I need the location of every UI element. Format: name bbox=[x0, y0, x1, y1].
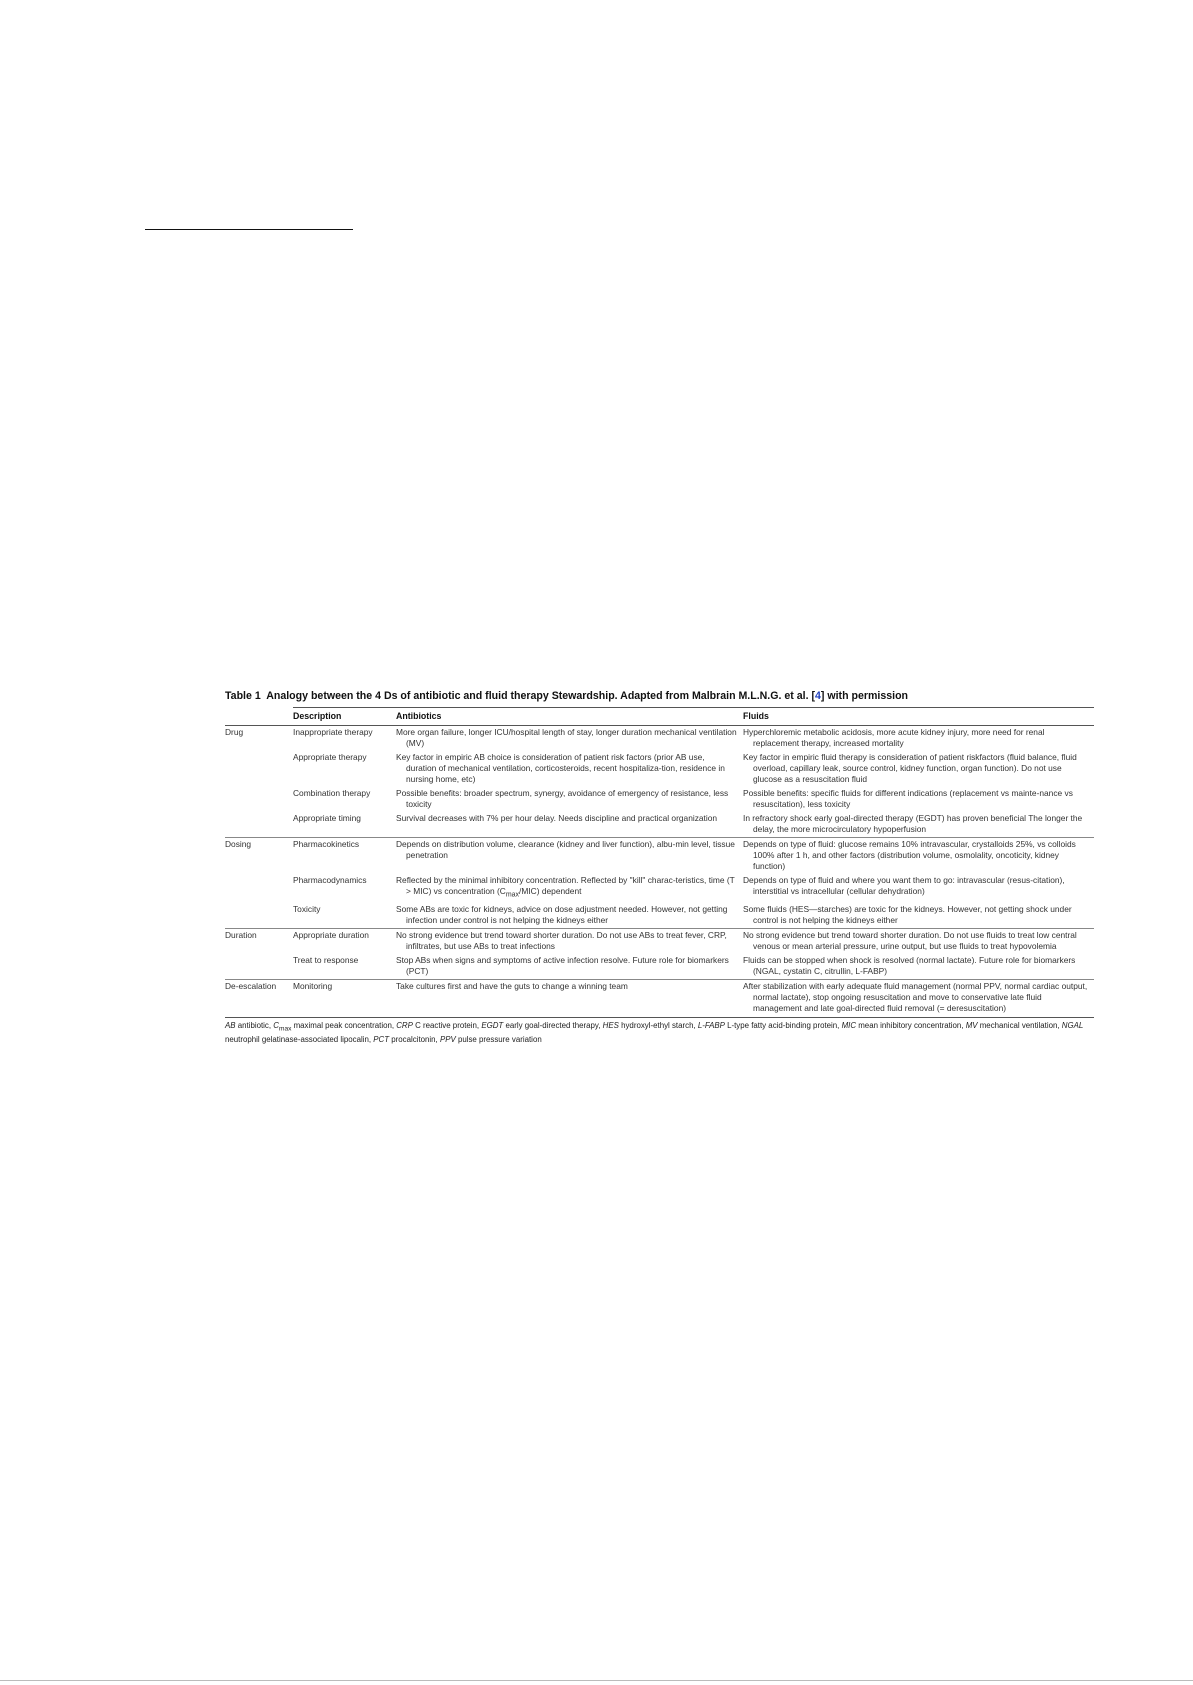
row-fluids bbox=[743, 979, 1094, 1017]
stewardship-table bbox=[225, 707, 1094, 1018]
footnote-definition: early goal-directed therapy, bbox=[503, 1020, 603, 1030]
fluids-text: Possible benefits: specific fluids for different indications (replacement vs mainte-nance vs resuscitation), less toxicity bbox=[743, 788, 1073, 809]
row-fluids bbox=[743, 874, 1094, 903]
row-fluids bbox=[743, 726, 1094, 752]
row-antibiotics bbox=[396, 838, 743, 875]
fluids-text: Some fluids (HES—starches) are toxic for the kidneys. However, not getting shock under control is not helping the kidneys either bbox=[743, 903, 1072, 925]
table-row bbox=[225, 874, 1094, 903]
table-row bbox=[225, 838, 1094, 875]
header-rule bbox=[145, 229, 353, 230]
row-category bbox=[225, 812, 293, 838]
antibiotics-text: Key factor in empiric AB choice is consideration of patient risk factors (prior AB use, duration of mechanical ventilation, corticosteroids, recent hospitaliza-tion, residence in nursing home, etc) bbox=[396, 752, 725, 784]
citation-link[interactable]: 4 bbox=[815, 690, 821, 702]
row-description: Appropriate timing bbox=[293, 813, 361, 823]
fluids-text: Hyperchloremic metabolic acidosis, more acute kidney injury, more need for renal replacement therapy, increased mortality bbox=[743, 727, 1045, 748]
table-body bbox=[225, 726, 1094, 1018]
footnote-definition: hydroxyl-ethyl starch, bbox=[618, 1020, 698, 1030]
footnote-definition: antibiotic, bbox=[235, 1020, 274, 1030]
row-description: Treat to response bbox=[293, 954, 359, 965]
fluids-text: Key factor in empiric fluid therapy is consideration of patient riskfactors (fluid balance, fluid overload, capillary leak, source control, kidney function, organ function). Do not use glucose as a resuscitation fluid bbox=[743, 752, 1077, 784]
row-category: Dosing bbox=[225, 838, 293, 875]
header-category bbox=[225, 708, 293, 726]
footnote-abbr: MV bbox=[965, 1020, 978, 1030]
row-description: Appropriate therapy bbox=[293, 752, 367, 762]
row-category bbox=[225, 787, 293, 812]
footnote-definition: mechanical ventilation, bbox=[977, 1020, 1062, 1030]
row-fluids bbox=[743, 812, 1094, 838]
row-description: Toxicity bbox=[293, 903, 321, 914]
header-antibiotics: Antibiotics bbox=[396, 708, 743, 726]
row-category bbox=[225, 874, 293, 903]
table-header-row bbox=[225, 708, 1094, 726]
row-antibiotics bbox=[396, 812, 743, 838]
table-footnote bbox=[225, 1021, 1094, 1046]
row-description: Combination therapy bbox=[293, 788, 371, 798]
antibiotics-text: More organ failure, longer ICU/hospital length of stay, longer duration mechanical ventilation (MV) bbox=[396, 727, 737, 748]
footnote-definition: C reactive protein, bbox=[412, 1020, 482, 1030]
row-antibiotics bbox=[396, 874, 743, 903]
table-row bbox=[225, 726, 1094, 752]
row-category: Duration bbox=[225, 928, 293, 954]
footnote-abbr: AB bbox=[225, 1020, 236, 1030]
antibiotics-text: Depends on distribution volume, clearance (kidney and liver function), albu-min level, tissue penetration bbox=[396, 839, 735, 860]
row-category bbox=[225, 954, 293, 980]
footnote-abbr: L-FABP bbox=[697, 1020, 725, 1030]
header-description: Description bbox=[293, 708, 396, 726]
row-fluids bbox=[743, 954, 1094, 980]
footnote-abbr-sub: max bbox=[278, 1025, 292, 1033]
caption-text-end: ] with permission bbox=[820, 690, 909, 702]
footnote-definition: procalcitonin, bbox=[389, 1034, 440, 1044]
row-antibiotics bbox=[396, 903, 743, 929]
caption-label: Table 1 bbox=[225, 690, 261, 702]
table-row bbox=[225, 928, 1094, 954]
row-category: De-escalation bbox=[225, 979, 293, 1017]
row-antibiotics bbox=[396, 787, 743, 812]
row-fluids bbox=[743, 751, 1094, 787]
row-description: Pharmacokinetics bbox=[293, 838, 396, 875]
antibiotics-text: No strong evidence but trend toward shorter duration. Do not use ABs to treat fever, CRP, infiltrates, but use ABs to treat infections bbox=[396, 929, 727, 951]
page-bottom-rule bbox=[0, 1680, 1193, 1681]
footnote-abbr: CRP bbox=[396, 1020, 413, 1030]
fluids-text: Depends on type of fluid: glucose remains 10% intravascular, crystalloids 25%, vs colloids 100% after 1 h, and other factors (distribution volume, osmolality, oncoticity, kidney function) bbox=[743, 839, 1076, 871]
row-antibiotics bbox=[396, 726, 743, 752]
antibiotics-text-end: /MIC) dependent bbox=[519, 886, 582, 896]
footnote-definition: L-type fatty acid-binding protein, bbox=[724, 1020, 842, 1030]
fluids-text: After stabilization with early adequate fluid management (normal PPV, normal cardiac output, normal lactate), stop ongoing resuscitation and move to conservative late fluid management and late goal-directed fluid removal (= deresuscitation) bbox=[743, 980, 1088, 1013]
row-category bbox=[225, 751, 293, 787]
row-fluids bbox=[743, 838, 1094, 875]
row-category bbox=[225, 903, 293, 929]
table-row bbox=[225, 751, 1094, 787]
fluids-text: No strong evidence but trend toward shorter duration. Do not use fluids to treat low central venous or mean arterial pressure, urine output, but use fluids to treat hypovolemia bbox=[743, 929, 1077, 951]
footnote-abbr: C bbox=[273, 1020, 279, 1030]
antibiotics-text: Some ABs are toxic for kidneys, advice on dose adjustment needed. However, not getting infection under control is not helping the kidneys either bbox=[396, 903, 728, 925]
row-fluids bbox=[743, 903, 1094, 929]
antibiotics-text: Possible benefits: broader spectrum, synergy, avoidance of emergency of resistance, less toxicity bbox=[396, 788, 729, 809]
row-antibiotics bbox=[396, 751, 743, 787]
table-row bbox=[225, 787, 1094, 812]
fluids-text: Depends on type of fluid and where you want them to go: intravascular (resus-citation), interstitial vs intracellular (cellular dehydration) bbox=[743, 875, 1065, 896]
footnote-definition: neutrophil gelatinase-associated lipocalin, bbox=[225, 1034, 374, 1044]
footnote-abbr: EGDT bbox=[481, 1020, 504, 1030]
caption-text: Analogy between the 4 Ds of antibiotic and fluid therapy Stewardship. Adapted from Malbrain M.L.N.G. et al. [ bbox=[266, 690, 815, 702]
fluids-text: Fluids can be stopped when shock is resolved (normal lactate). Future role for biomarkers (NGAL, cystatin C, citrullin, L-FABP) bbox=[743, 954, 1076, 976]
row-antibiotics bbox=[396, 954, 743, 980]
table-row bbox=[225, 954, 1094, 980]
footnote-abbr: PCT bbox=[373, 1034, 390, 1044]
antibiotics-text: Survival decreases with 7% per hour delay. Needs discipline and practical organization bbox=[396, 813, 718, 823]
row-description: Monitoring bbox=[293, 979, 396, 1017]
footnote-abbr: NGAL bbox=[1061, 1020, 1084, 1030]
row-description: Inappropriate therapy bbox=[293, 727, 373, 737]
footnote-definition: mean inhibitory concentration, bbox=[856, 1020, 966, 1030]
header-fluids: Fluids bbox=[743, 708, 1094, 726]
row-description: Appropriate duration bbox=[293, 928, 396, 954]
footnote-definition: maximal peak concentration, bbox=[291, 1020, 397, 1030]
footnote-definition: pulse pressure variation bbox=[455, 1034, 542, 1044]
antibiotics-text: Take cultures first and have the guts to change a winning team bbox=[396, 980, 628, 991]
antibiotics-text: Stop ABs when signs and symptoms of active infection resolve. Future role for biomarkers (PCT) bbox=[396, 954, 729, 976]
row-category: Drug bbox=[225, 727, 244, 737]
table-row bbox=[225, 903, 1094, 929]
row-fluids bbox=[743, 787, 1094, 812]
fluids-text: In refractory shock early goal-directed therapy (EGDT) has proven beneficial The longer the delay, the more microcirculatory hypoperfusion bbox=[743, 813, 1083, 834]
footnote-abbr: PPV bbox=[439, 1034, 456, 1044]
table-row bbox=[225, 979, 1094, 1017]
antibiotics-subscript: max bbox=[505, 891, 520, 899]
row-antibiotics bbox=[396, 928, 743, 954]
table-1 bbox=[225, 690, 1094, 1045]
footnote-abbr: HES bbox=[602, 1020, 619, 1030]
footnote-abbr: MIC bbox=[841, 1020, 857, 1030]
row-fluids bbox=[743, 928, 1094, 954]
table-row bbox=[225, 812, 1094, 838]
row-antibiotics bbox=[396, 979, 743, 1017]
antibiotics-text: Reflected by the minimal inhibitory concentration. Reflected by "kill" charac-teristics, time (T > MIC) vs concentration (C bbox=[396, 875, 735, 896]
table-caption bbox=[225, 690, 1094, 702]
row-description: Pharmacodynamics bbox=[293, 875, 367, 885]
